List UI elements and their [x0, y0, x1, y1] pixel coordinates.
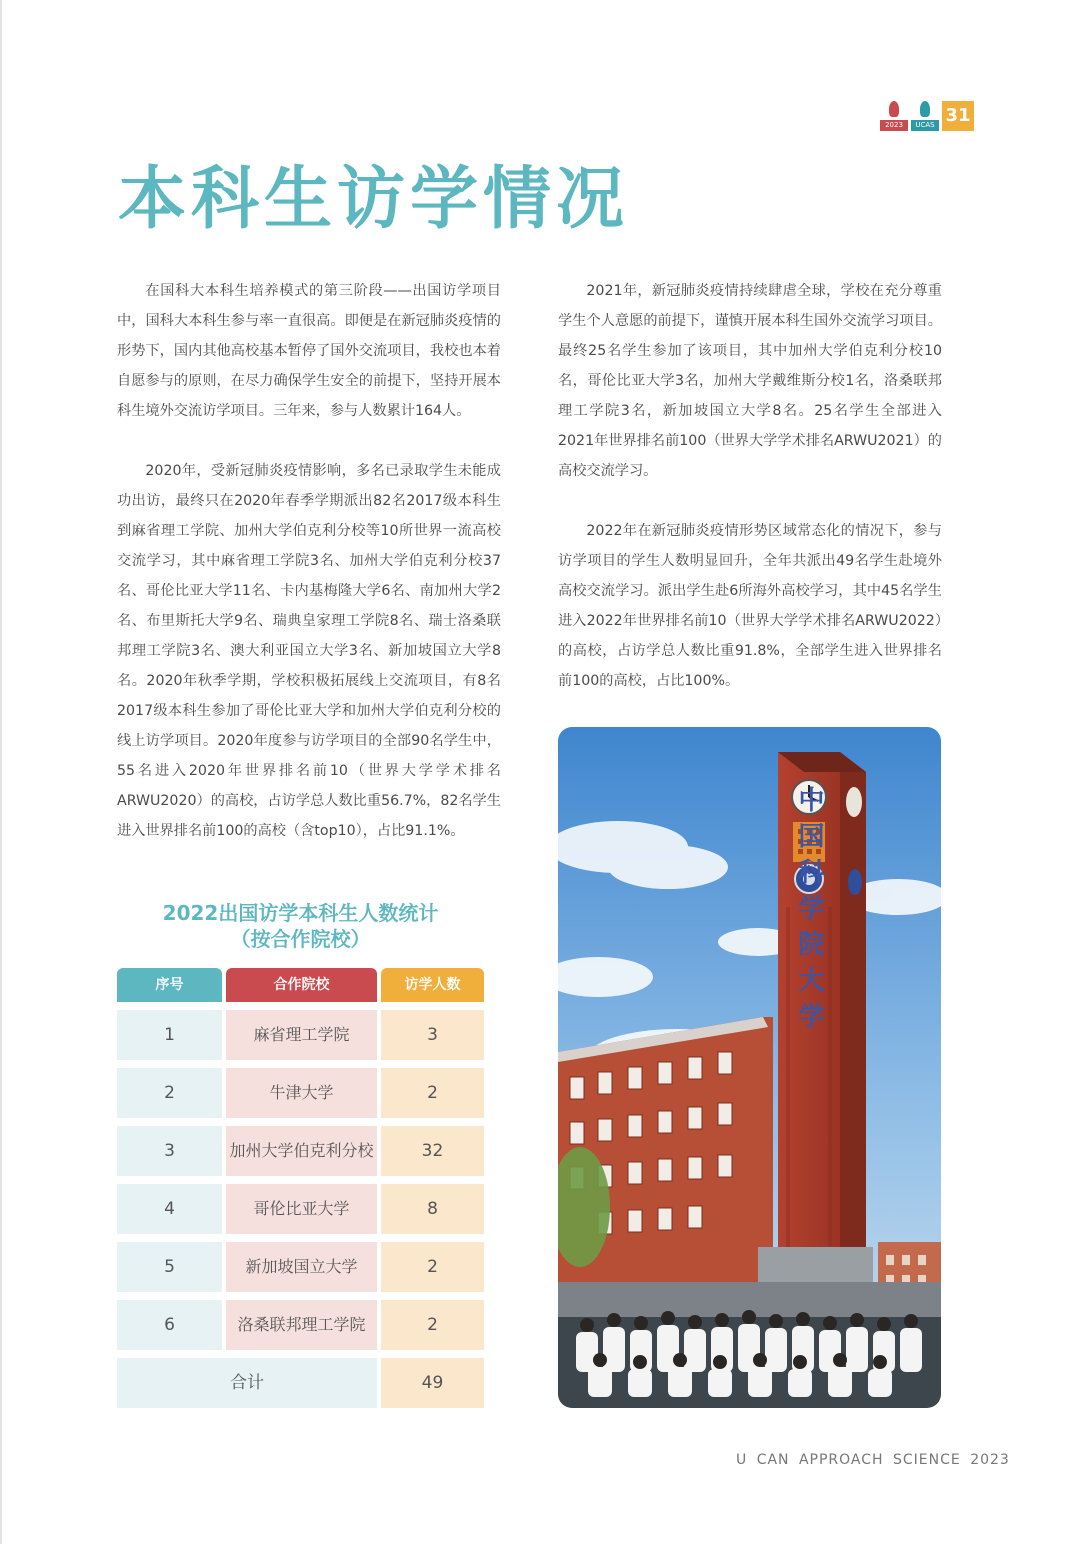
- anniversary-logo-icon: [880, 101, 908, 131]
- left-paragraph-2: 2020年，受新冠肺炎疫情影响，多名已录取学生未能成功出访，最终只在2020年春季学期派出82名2017级本科生到麻省理工学院、加州大学伯克利分校等10所世界一流高校交流学习，其中麻省理工学院3名、加州大学伯克利分校37名、哥伦比亚大学11名、卡内基梅隆大学6名、南加州大学2名、布里斯托大学9名、瑞典皇家理工学院8名、瑞士洛桑联邦理工学院3名、澳大利亚国立大学3名、新加坡国立大学8名。2020年秋季学期，学校积极拓展线上交流项目，有8名2017级本科生参加了哥伦比亚大学和加州大学伯克利分校的线上访学项目。2020年度参与访学项目的全部90名学生中，55名进入2020年世界排名前10（世界大学学术排名ARWU2020）的高校，占访学总人数比重56.7%，82名学生进入世界排名前100的高校（含top10），占比91.1%。: [117, 463, 501, 839]
- row-school: 洛桑联邦理工学院: [226, 1300, 377, 1350]
- right-column: [558, 276, 942, 726]
- page-badge: [880, 101, 974, 131]
- row-no: 5: [117, 1242, 222, 1292]
- row-school: 哥伦比亚大学: [226, 1184, 377, 1234]
- row-no: 3: [117, 1126, 222, 1176]
- row-count: 32: [381, 1126, 484, 1176]
- org-tag: UCAS: [911, 120, 939, 131]
- row-count: 3: [381, 1010, 484, 1060]
- row-school: 牛津大学: [226, 1068, 377, 1118]
- student-group: [558, 1310, 941, 1408]
- table-title-line1: 2022出国访学本科生人数统计: [162, 901, 439, 925]
- left-column: [117, 276, 501, 876]
- right-paragraph-1: 2021年，新冠肺炎疫情持续肆虐全球，学校在充分尊重学生个人意愿的前提下，谨慎开展本科生国外交流学习项目。最终25名学生参加了该项目，其中加州大学伯克利分校10名，哥伦比亚大学3名，加州大学戴维斯分校1名，洛桑联邦理工学院3名，新加坡国立大学8名。25名学生全部进入2021年世界排名前100（世界大学学术排名ARWU2021）的高校交流学习。: [558, 283, 942, 479]
- row-school: 麻省理工学院: [226, 1010, 377, 1060]
- page-number: 31: [942, 101, 974, 131]
- row-no: 2: [117, 1068, 222, 1118]
- year-tag: 2023: [880, 120, 908, 131]
- table-row: [117, 1300, 484, 1350]
- table-row: [117, 1126, 484, 1176]
- row-count: 2: [381, 1068, 484, 1118]
- row-school: 加州大学伯克利分校: [226, 1126, 377, 1176]
- table-title-line2: （按合作院校）: [230, 927, 371, 951]
- total-label: 合计: [117, 1358, 377, 1408]
- row-no: 6: [117, 1300, 222, 1350]
- footer-slogan: U CAN APPROACH SCIENCE 2023: [736, 1452, 1010, 1468]
- row-school: 新加坡国立大学: [226, 1242, 377, 1292]
- table-row: [117, 1242, 484, 1292]
- exchange-table: [117, 968, 484, 1408]
- ucas-logo-icon: [911, 101, 939, 131]
- row-count: 8: [381, 1184, 484, 1234]
- campus-group-photo: [558, 727, 941, 1408]
- page-edge-line: [0, 0, 2, 1544]
- table-header-row: [117, 968, 484, 1002]
- table-row: [117, 1010, 484, 1060]
- header-count: 访学人数: [381, 968, 484, 1002]
- table-row: [117, 1184, 484, 1234]
- total-value: 49: [381, 1358, 484, 1408]
- right-paragraph-2: 2022年在新冠肺炎疫情形势区域常态化的情况下，参与访学项目的学生人数明显回升，全年共派出49名学生赴境外高校交流学习。派出学生赴6所海外高校学习，其中45名学生进入2022年世界排名前10（世界大学学术排名ARWU2022）的高校，占访学总人数比重91.8%，全部学生进入世界排名前100的高校，占比100%。: [558, 523, 942, 689]
- page-title: 本科生访学情况: [118, 160, 630, 239]
- tower-inscription: 中国科学院大学: [794, 786, 824, 1038]
- row-count: 2: [381, 1242, 484, 1292]
- table-total-row: [117, 1358, 484, 1408]
- table-row: [117, 1068, 484, 1118]
- row-no: 4: [117, 1184, 222, 1234]
- row-no: 1: [117, 1010, 222, 1060]
- left-paragraph-1: 在国科大本科生培养模式的第三阶段——出国访学项目中，国科大本科生参与率一直很高。即便是在新冠肺炎疫情的形势下，国内其他高校基本暂停了国外交流项目，我校也本着自愿参与的原则，在尽力确保学生安全的前提下，坚持开展本科生境外交流访学项目。三年来，参与人数累计164人。: [117, 283, 501, 419]
- header-no: 序号: [117, 968, 222, 1002]
- row-count: 2: [381, 1300, 484, 1350]
- header-school: 合作院校: [226, 968, 377, 1002]
- table-title: [118, 900, 483, 952]
